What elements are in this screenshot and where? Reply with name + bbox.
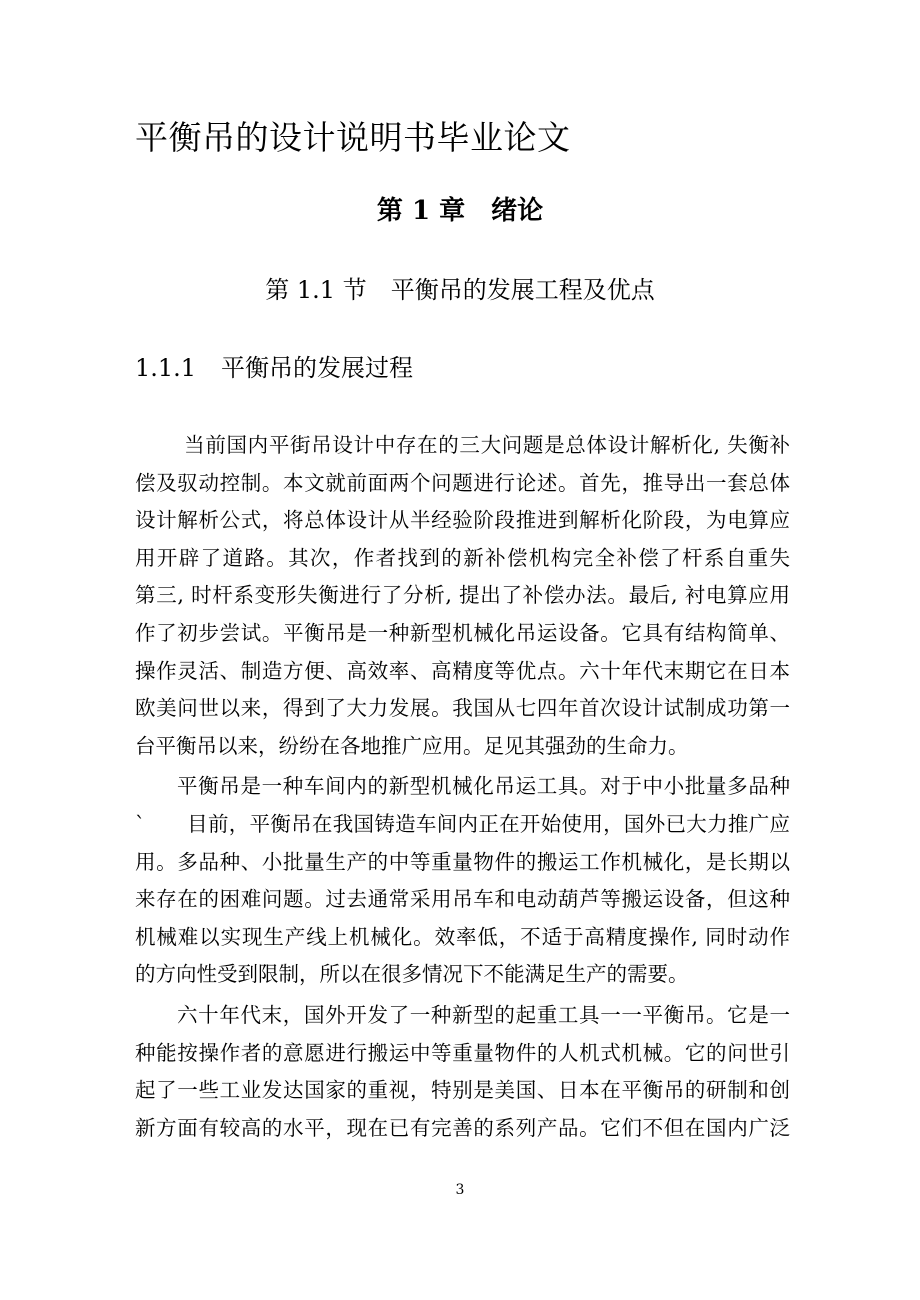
paragraph-line: 设计解析公式，将总体设计从半经验阶段推进到解析化阶段，为电算应 (135, 508, 790, 533)
subsection-number: 1.1.1 (135, 354, 197, 382)
section-title: 第 1.1 节 平衡吊的发展工程及优点 (265, 276, 655, 304)
paragraph-1 (135, 427, 790, 765)
paragraph-line: 平衡吊是一种车间内的新型机械化吊运工具。对于中小批量多品种 (177, 774, 790, 799)
paragraph-line: 用开辟了道路。其次，作者找到的新补偿机构完全补偿了杆系自重失 (135, 545, 790, 570)
paragraph-line: 的方向性受到限制，所以在很多情况下不能满足生产的需要。 (135, 962, 689, 987)
paragraph-line: 操作灵活、制造方便、高效率、高精度等优点。六十年代末期它在日本 (135, 658, 790, 683)
paragraph-line: 起了一些工业发达国家的重视，特别是美国、日本在平衡吊的研制和创 (135, 1078, 790, 1103)
paragraph-line: ` 目前，平衡吊在我国铸造车间内正在开始使用，国外已大力推广应 (135, 811, 790, 836)
paragraph-line: 作了初步尝试。平衡吊是一种新型机械化吊运设备。它具有结构简单、 (135, 620, 790, 645)
paragraph-line: 当前国内平街吊设计中存在的三大问题是总体设计解析化, 失衡补 (163, 433, 790, 457)
subsection-title: 平衡吊的发展过程 (221, 354, 413, 382)
paragraph-2 (135, 768, 790, 994)
subsection-heading (135, 354, 413, 383)
paragraph-line: 来存在的困难问题。过去通常采用吊车和电动葫芦等搬运设备，但这种 (135, 887, 790, 912)
paragraph-line: 机械难以实现生产线上机械化。效率低，不适于高精度操作, 同时动作 (135, 924, 790, 949)
paragraph-line: 新方面有较高的水平，现在已有完善的系列产品。它们不但在国内广泛 (135, 1115, 790, 1140)
paragraph-line: 用。多品种、小批量生产的中等重量物件的搬运工作机械化，是长期以 (135, 849, 790, 874)
paragraph-line: 偿及驭动控制。本文就前面两个问题进行论述。首先，推导出一套总体 (135, 470, 790, 495)
paragraph-3 (135, 997, 790, 1147)
page-number: 3 (455, 1182, 465, 1198)
paragraph-line: 种能按操作者的意愿进行搬运中等重量物件的人机式机械。它的问世引 (135, 1040, 790, 1065)
paragraph-line: 第三, 时杆系变形失衡进行了分析, 提出了补偿办法。最后, 衬电算应用 (135, 583, 790, 608)
paragraph-line: 六十年代末，国外开发了一种新型的起重工具一一平衡吊。它是一 (177, 1002, 790, 1027)
chapter-title: 第 1 章 绪论 (376, 196, 544, 226)
paragraph-line: 欧美问世以来，得到了大力发展。我国从七四年首次设计试制成功第一 (135, 696, 790, 721)
paragraph-line: 台平衡吊以来，纷纷在各地推广应用。足见其强劲的生命力。 (135, 733, 689, 758)
document-title: 平衡吊的设计说明书毕业论文 (135, 118, 571, 157)
body-text (135, 427, 790, 1147)
